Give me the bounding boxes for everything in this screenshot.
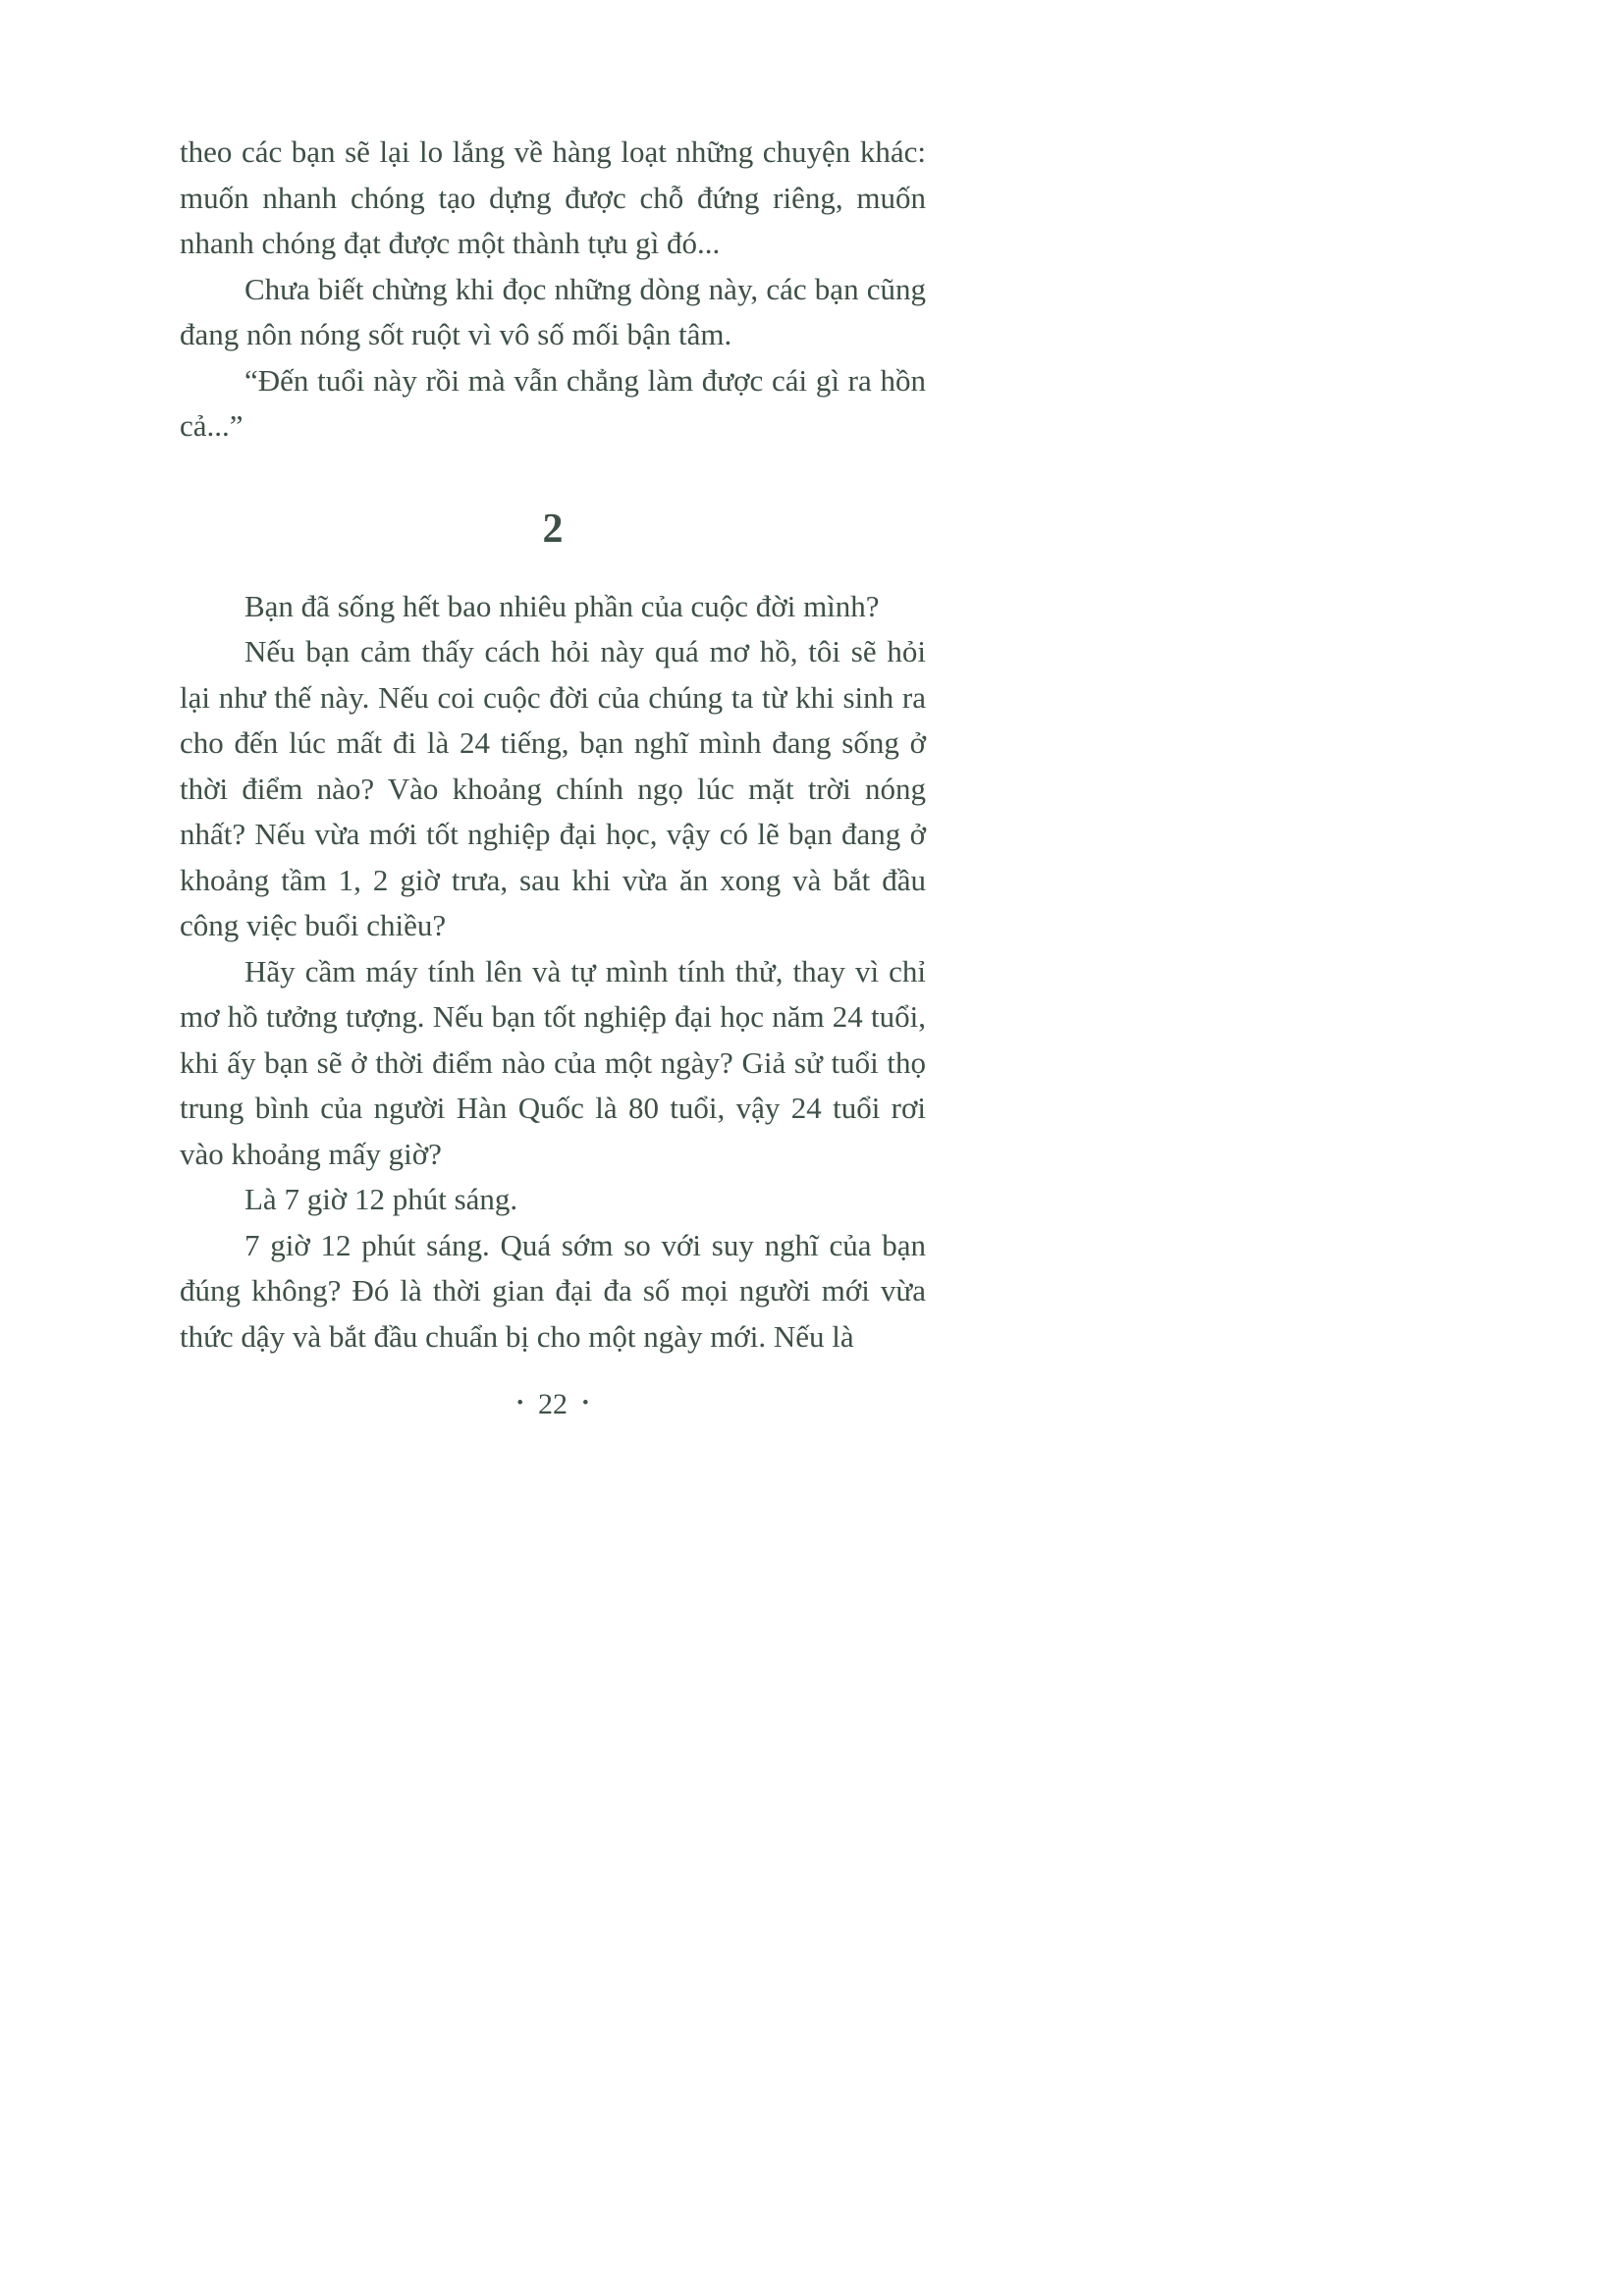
body-paragraph: Nếu bạn cảm thấy cách hỏi này quá mơ hồ, tôi sẽ hỏi lại như thế này. Nếu coi cuộc đời của chúng ta từ khi sinh ra cho đến lúc mất đi là 24 tiếng, bạn nghĩ mình đang sống ở thời điểm nào? Vào khoảng chính ngọ lúc mặt trời nóng nhất? Nếu vừa mới tốt nghiệp đại học, vậy có lẽ bạn đang ở khoảng tầm 1, 2 giờ trưa, sau khi vừa ăn xong và bắt đầu công việc buổi chiều? bbox=[180, 634, 926, 942]
page-number: 22 bbox=[538, 1388, 568, 1420]
footer-bullet-left: • bbox=[516, 1393, 523, 1414]
body-paragraph-quote: “Đến tuổi này rồi mà vẫn chẳng làm được cái gì ra hồn cả...” bbox=[180, 362, 926, 443]
footer-bullet-right: • bbox=[582, 1393, 589, 1414]
body-paragraph: Là 7 giờ 12 phút sáng. bbox=[244, 1182, 518, 1216]
body-paragraph: Bạn đã sống hết bao nhiêu phần của cuộc đời mình? bbox=[244, 588, 880, 623]
section-heading-number: 2 bbox=[542, 506, 564, 552]
body-paragraph-continuation: theo các bạn sẽ lại lo lắng về hàng loạt những chuyện khác: muốn nhanh chóng tạo dựng được chỗ đứng riêng, muốn nhanh chóng đạt được một thành tựu gì đó... bbox=[180, 134, 926, 260]
text-column bbox=[180, 130, 926, 1428]
body-paragraph: Chưa biết chừng khi đọc những dòng này, các bạn cũng đang nôn nóng sốt ruột vì vô số mối bận tâm. bbox=[180, 271, 926, 351]
page-footer bbox=[180, 1381, 926, 1428]
body-paragraph: 7 giờ 12 phút sáng. Quá sớm so với suy nghĩ của bạn đúng không? Đó là thời gian đại đa số mọi người mới vừa thức dậy và bắt đầu chuẩn bị cho một ngày mới. Nếu là bbox=[180, 1227, 926, 1354]
body-paragraph: Hãy cầm máy tính lên và tự mình tính thử, thay vì chỉ mơ hồ tưởng tượng. Nếu bạn tốt nghiệp đại học năm 24 tuổi, khi ấy bạn sẽ ở thời điểm nào của một ngày? Giả sử tuổi thọ trung bình của người Hàn Quốc là 80 tuổi, vậy 24 tuổi rơi vào khoảng mấy giờ? bbox=[180, 953, 926, 1171]
